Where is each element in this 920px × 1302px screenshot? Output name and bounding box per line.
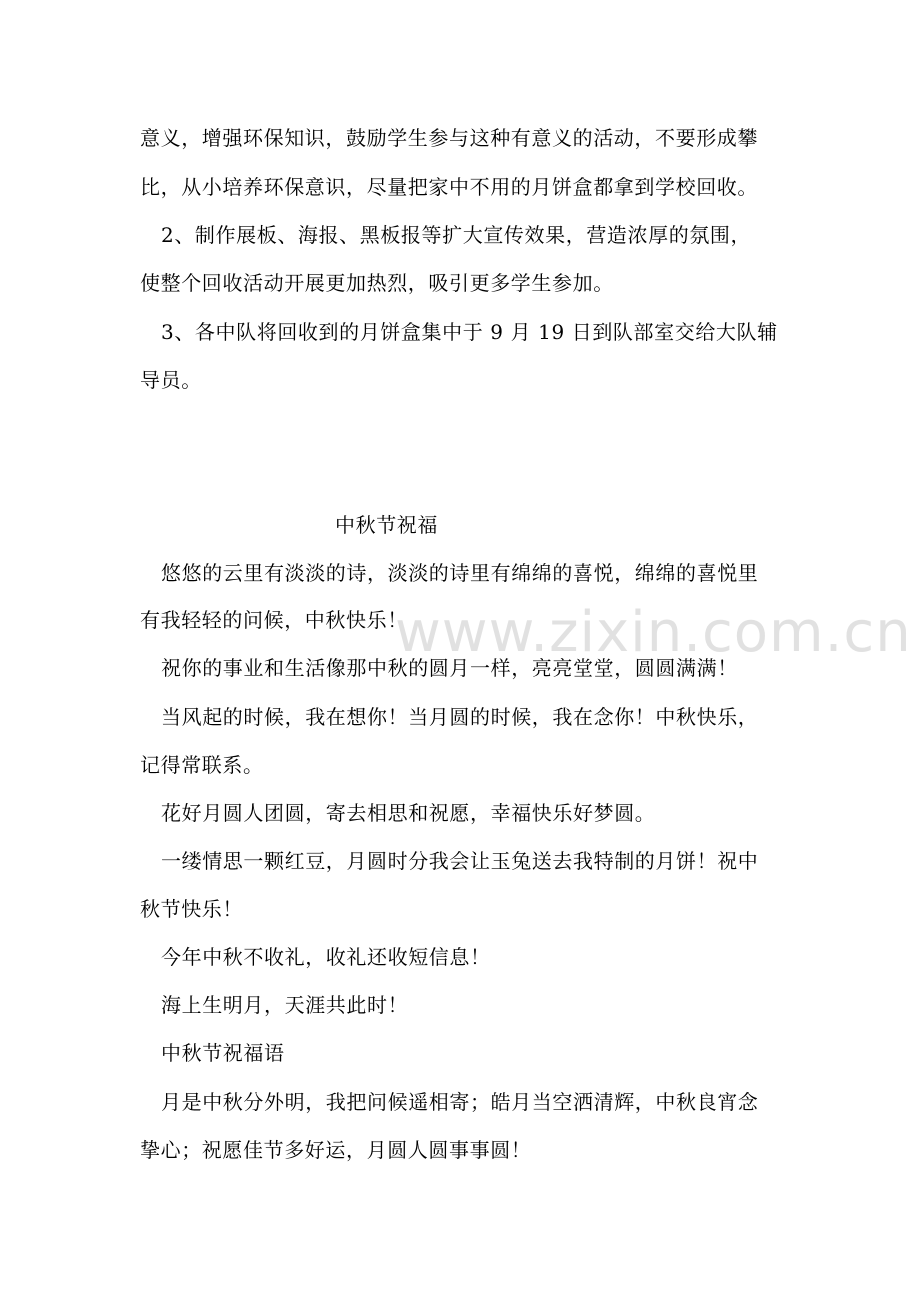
- paragraph-line: 意义，增强环保知识，鼓励学生参与这种有意义的活动，不要形成攀: [140, 126, 758, 150]
- paragraph-line: 3、各中队将回收到的月饼盒集中于 9 月 19 日到队部室交给大队辅: [161, 320, 778, 344]
- paragraph-line: 挚心；祝愿佳节多好运，月圆人圆事事圆！: [140, 1138, 532, 1162]
- watermark: www.zixin.com.cn: [395, 600, 912, 665]
- paragraph-line: 2、制作展板、海报、黑板报等扩大宣传效果，营造浓厚的氛围，: [161, 223, 752, 247]
- paragraph-line: 今年中秋不收礼，收礼还收短信息！: [161, 945, 491, 969]
- paragraph-line: 悠悠的云里有淡淡的诗，淡淡的诗里有绵绵的喜悦，绵绵的喜悦里: [161, 561, 759, 585]
- paragraph-line: 使整个回收活动开展更加热烈，吸引更多学生参加。: [140, 271, 614, 295]
- paragraph-line: 导员。: [140, 368, 202, 392]
- paragraph-line: 记得常联系。: [140, 753, 264, 777]
- subsection-title: 中秋节祝福语: [161, 1041, 285, 1065]
- paragraph-line: 当风起的时候，我在想你！当月圆的时候，我在念你！中秋快乐，: [161, 705, 759, 729]
- paragraph-line: 祝你的事业和生活像那中秋的圆月一样，亮亮堂堂，圆圆满满！: [161, 656, 738, 680]
- paragraph-line: 海上生明月，天涯共此时！: [161, 993, 409, 1017]
- paragraph-line: 比，从小培养环保意识，尽量把家中不用的月饼盒都拿到学校回收。: [140, 175, 758, 199]
- paragraph-line: 花好月圆人团圆，寄去相思和祝愿，幸福快乐好梦圆。: [161, 801, 656, 825]
- section-title: 中秋节祝福: [335, 513, 438, 537]
- paragraph-line: 秋节快乐！: [140, 897, 243, 921]
- paragraph-line: 月是中秋分外明，我把问候遥相寄；皓月当空洒清辉，中秋良宵念: [161, 1090, 759, 1114]
- paragraph-line: 有我轻轻的问候，中秋快乐！: [140, 608, 408, 632]
- paragraph-line: 一缕情思一颗红豆，月圆时分我会让玉兔送去我特制的月饼！祝中: [161, 849, 759, 873]
